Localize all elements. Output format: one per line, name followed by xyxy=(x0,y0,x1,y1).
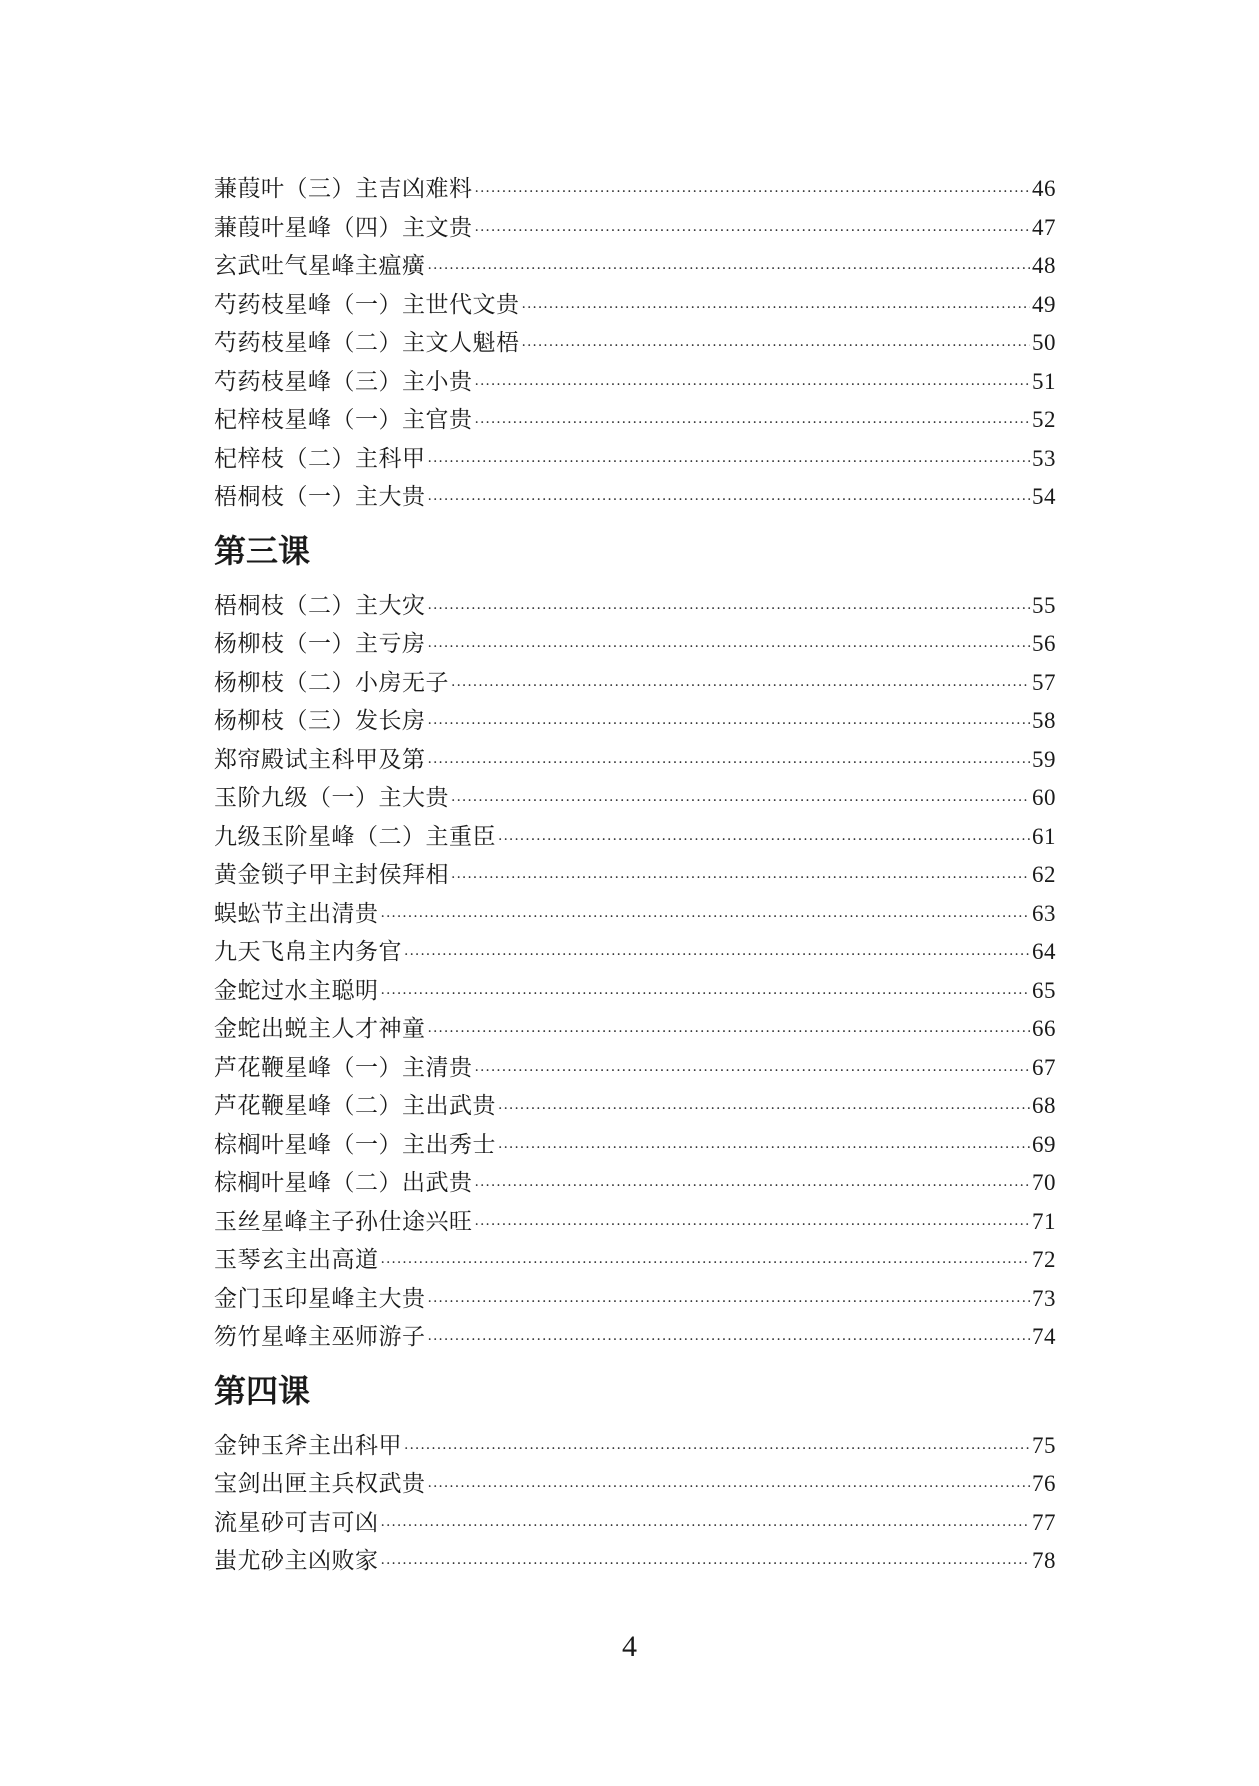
dot-leader xyxy=(475,173,1031,212)
toc-entry-page: 55 xyxy=(1032,592,1056,618)
toc-entry-title: 九天飞帛主内务官 xyxy=(214,939,402,965)
toc-entry-title: 玉琴玄主出高道 xyxy=(214,1247,379,1273)
section-heading: 第四课 xyxy=(214,1371,311,1410)
toc-entry-title: 棕榈叶星峰（一）主出秀士 xyxy=(214,1131,496,1158)
toc-entry-page: 68 xyxy=(1032,1093,1056,1118)
toc-entry[interactable] xyxy=(214,209,1056,248)
toc-entry[interactable] xyxy=(214,401,1056,440)
toc-entry-title: 流星砂可吉可凶 xyxy=(214,1509,379,1536)
toc-entry[interactable] xyxy=(214,664,1056,703)
toc-entry[interactable] xyxy=(214,478,1056,517)
dot-leader xyxy=(381,1507,1031,1546)
dot-leader xyxy=(428,1321,1031,1360)
dot-leader xyxy=(522,327,1031,366)
toc-entry-title: 蒹葭叶星峰（四）主文贵 xyxy=(214,214,473,241)
toc-entry[interactable] xyxy=(214,363,1056,402)
toc-entry-page: 75 xyxy=(1032,1432,1056,1458)
toc-entry-page: 47 xyxy=(1032,214,1056,240)
toc-entry-title: 梧桐枝（二）主大灾 xyxy=(214,592,426,619)
toc-entry-page: 67 xyxy=(1032,1054,1056,1080)
dot-leader xyxy=(381,975,1031,1014)
dot-leader xyxy=(498,1090,1030,1129)
toc-entry-title: 金蛇过水主聪明 xyxy=(214,977,379,1004)
toc-entry-title: 杞梓枝（二）主科甲 xyxy=(214,445,426,472)
toc-entry-title: 金蛇出蜕主人才神童 xyxy=(214,1016,426,1042)
toc-entry[interactable] xyxy=(214,933,1056,972)
toc-entry-title: 黄金锁子甲主封侯拜相 xyxy=(214,862,449,888)
dot-leader xyxy=(428,590,1031,629)
table-of-contents xyxy=(214,170,1056,1581)
toc-entry-page: 71 xyxy=(1032,1208,1056,1234)
toc-entry-page: 76 xyxy=(1032,1471,1056,1496)
toc-entry-title: 杨柳枝（二）小房无子 xyxy=(214,669,449,696)
dot-leader xyxy=(428,443,1031,482)
toc-entry-title: 九级玉阶星峰（二）主重臣 xyxy=(214,823,496,850)
toc-entry-title: 芦花鞭星峰（一）主清贵 xyxy=(214,1054,473,1081)
toc-entry-title: 金钟玉斧主出科甲 xyxy=(214,1432,402,1459)
toc-entry-title: 金门玉印星峰主大贵 xyxy=(214,1285,426,1312)
toc-entry-page: 49 xyxy=(1032,291,1056,317)
toc-entry-page: 66 xyxy=(1032,1016,1056,1041)
toc-entry[interactable] xyxy=(214,741,1056,780)
dot-leader xyxy=(475,404,1031,443)
toc-entry[interactable] xyxy=(214,1126,1056,1165)
toc-entry-page: 61 xyxy=(1032,823,1056,849)
toc-entry-title: 玉丝星峰主子孙仕途兴旺 xyxy=(214,1208,473,1235)
toc-entry-page: 51 xyxy=(1032,368,1056,394)
toc-entry[interactable] xyxy=(214,1010,1056,1049)
toc-entry-page: 56 xyxy=(1032,631,1056,656)
toc-entry-page: 63 xyxy=(1032,900,1056,926)
dot-leader xyxy=(475,366,1031,405)
page-number: 4 xyxy=(622,1630,637,1663)
toc-entry[interactable] xyxy=(214,818,1056,857)
toc-entry-page: 72 xyxy=(1032,1247,1056,1272)
toc-entry-page: 69 xyxy=(1032,1131,1056,1157)
dot-leader xyxy=(404,936,1030,975)
dot-leader xyxy=(475,1167,1031,1206)
dot-leader xyxy=(381,1545,1031,1584)
dot-leader xyxy=(475,1206,1031,1245)
toc-entry[interactable] xyxy=(214,1164,1056,1203)
dot-leader xyxy=(428,481,1031,520)
dot-leader xyxy=(498,1129,1030,1168)
toc-entry[interactable] xyxy=(214,1280,1056,1319)
dot-leader xyxy=(498,821,1030,860)
dot-leader xyxy=(428,1468,1031,1507)
dot-leader xyxy=(451,859,1030,898)
toc-entry[interactable] xyxy=(214,1049,1056,1088)
toc-entry[interactable] xyxy=(214,1318,1056,1357)
toc-entry-page: 70 xyxy=(1032,1170,1056,1195)
dot-leader xyxy=(451,667,1030,706)
toc-entry-page: 77 xyxy=(1032,1509,1056,1535)
toc-entry[interactable] xyxy=(214,702,1056,741)
toc-entry[interactable] xyxy=(214,856,1056,895)
toc-entry-title: 蜈蚣节主出清贵 xyxy=(214,900,379,927)
toc-entry[interactable] xyxy=(214,895,1056,934)
dot-leader xyxy=(428,744,1031,783)
toc-entry-title: 杞梓枝星峰（一）主官贵 xyxy=(214,407,473,433)
toc-entry-page: 74 xyxy=(1032,1324,1056,1349)
toc-entry-page: 64 xyxy=(1032,939,1056,964)
toc-entry-page: 53 xyxy=(1032,445,1056,471)
dot-leader xyxy=(428,250,1031,289)
toc-entry[interactable] xyxy=(214,1203,1056,1242)
toc-entry-title: 笏竹星峰主巫师游子 xyxy=(214,1324,426,1350)
toc-entry-title: 芍药枝星峰（三）主小贵 xyxy=(214,368,473,395)
toc-entry-page: 62 xyxy=(1032,862,1056,887)
toc-entry-page: 50 xyxy=(1032,330,1056,355)
toc-entry[interactable] xyxy=(214,324,1056,363)
toc-entry-page: 48 xyxy=(1032,253,1056,278)
dot-leader xyxy=(451,782,1030,821)
toc-entry-title: 芍药枝星峰（二）主文人魁梧 xyxy=(214,330,520,356)
toc-entry[interactable] xyxy=(214,779,1056,818)
toc-entry[interactable] xyxy=(214,1542,1056,1581)
toc-entry-page: 73 xyxy=(1032,1285,1056,1311)
toc-entry[interactable] xyxy=(214,972,1056,1011)
toc-entry[interactable] xyxy=(214,247,1056,286)
toc-entry-page: 54 xyxy=(1032,484,1056,509)
dot-leader xyxy=(428,705,1031,744)
section-heading: 第三课 xyxy=(214,531,311,570)
toc-entry[interactable] xyxy=(214,1427,1056,1466)
toc-entry[interactable] xyxy=(214,1465,1056,1504)
toc-entry-title: 宝剑出匣主兵权武贵 xyxy=(214,1471,426,1497)
toc-entry-page: 78 xyxy=(1032,1548,1056,1573)
toc-entry-page: 46 xyxy=(1032,176,1056,201)
toc-entry[interactable] xyxy=(214,286,1056,325)
dot-leader xyxy=(522,289,1031,328)
toc-entry-title: 芦花鞭星峰（二）主出武贵 xyxy=(214,1093,496,1119)
toc-entry-page: 65 xyxy=(1032,977,1056,1003)
dot-leader xyxy=(428,1013,1031,1052)
toc-entry-title: 玄武吐气星峰主瘟癀 xyxy=(214,253,426,279)
dot-leader xyxy=(428,628,1031,667)
toc-entry-page: 52 xyxy=(1032,407,1056,432)
dot-leader xyxy=(381,898,1031,937)
toc-entry-title: 玉阶九级（一）主大贵 xyxy=(214,785,449,811)
toc-entry-title: 郑帘殿试主科甲及第 xyxy=(214,746,426,773)
toc-entry-title: 芍药枝星峰（一）主世代文贵 xyxy=(214,291,520,318)
dot-leader xyxy=(381,1244,1031,1283)
dot-leader xyxy=(428,1283,1031,1322)
toc-entry-title: 蚩尤砂主凶败家 xyxy=(214,1548,379,1574)
toc-entry[interactable] xyxy=(214,440,1056,479)
toc-entry[interactable] xyxy=(214,1504,1056,1543)
toc-entry[interactable] xyxy=(214,1087,1056,1126)
toc-entry-page: 60 xyxy=(1032,785,1056,810)
toc-entry-page: 58 xyxy=(1032,708,1056,733)
toc-entry-title: 杨柳枝（三）发长房 xyxy=(214,708,426,734)
toc-entry-page: 59 xyxy=(1032,746,1056,772)
dot-leader xyxy=(404,1430,1030,1469)
dot-leader xyxy=(475,212,1031,251)
toc-entry[interactable] xyxy=(214,1241,1056,1280)
toc-entry-page: 57 xyxy=(1032,669,1056,695)
toc-entry[interactable] xyxy=(214,625,1056,664)
toc-entry-title: 杨柳枝（一）主亏房 xyxy=(214,631,426,657)
toc-entry[interactable] xyxy=(214,170,1056,209)
toc-entry-title: 梧桐枝（一）主大贵 xyxy=(214,484,426,510)
toc-entry-title: 蒹葭叶（三）主吉凶难料 xyxy=(214,176,473,202)
toc-entry[interactable] xyxy=(214,587,1056,626)
dot-leader xyxy=(475,1052,1031,1091)
toc-entry-title: 棕榈叶星峰（二）出武贵 xyxy=(214,1170,473,1196)
